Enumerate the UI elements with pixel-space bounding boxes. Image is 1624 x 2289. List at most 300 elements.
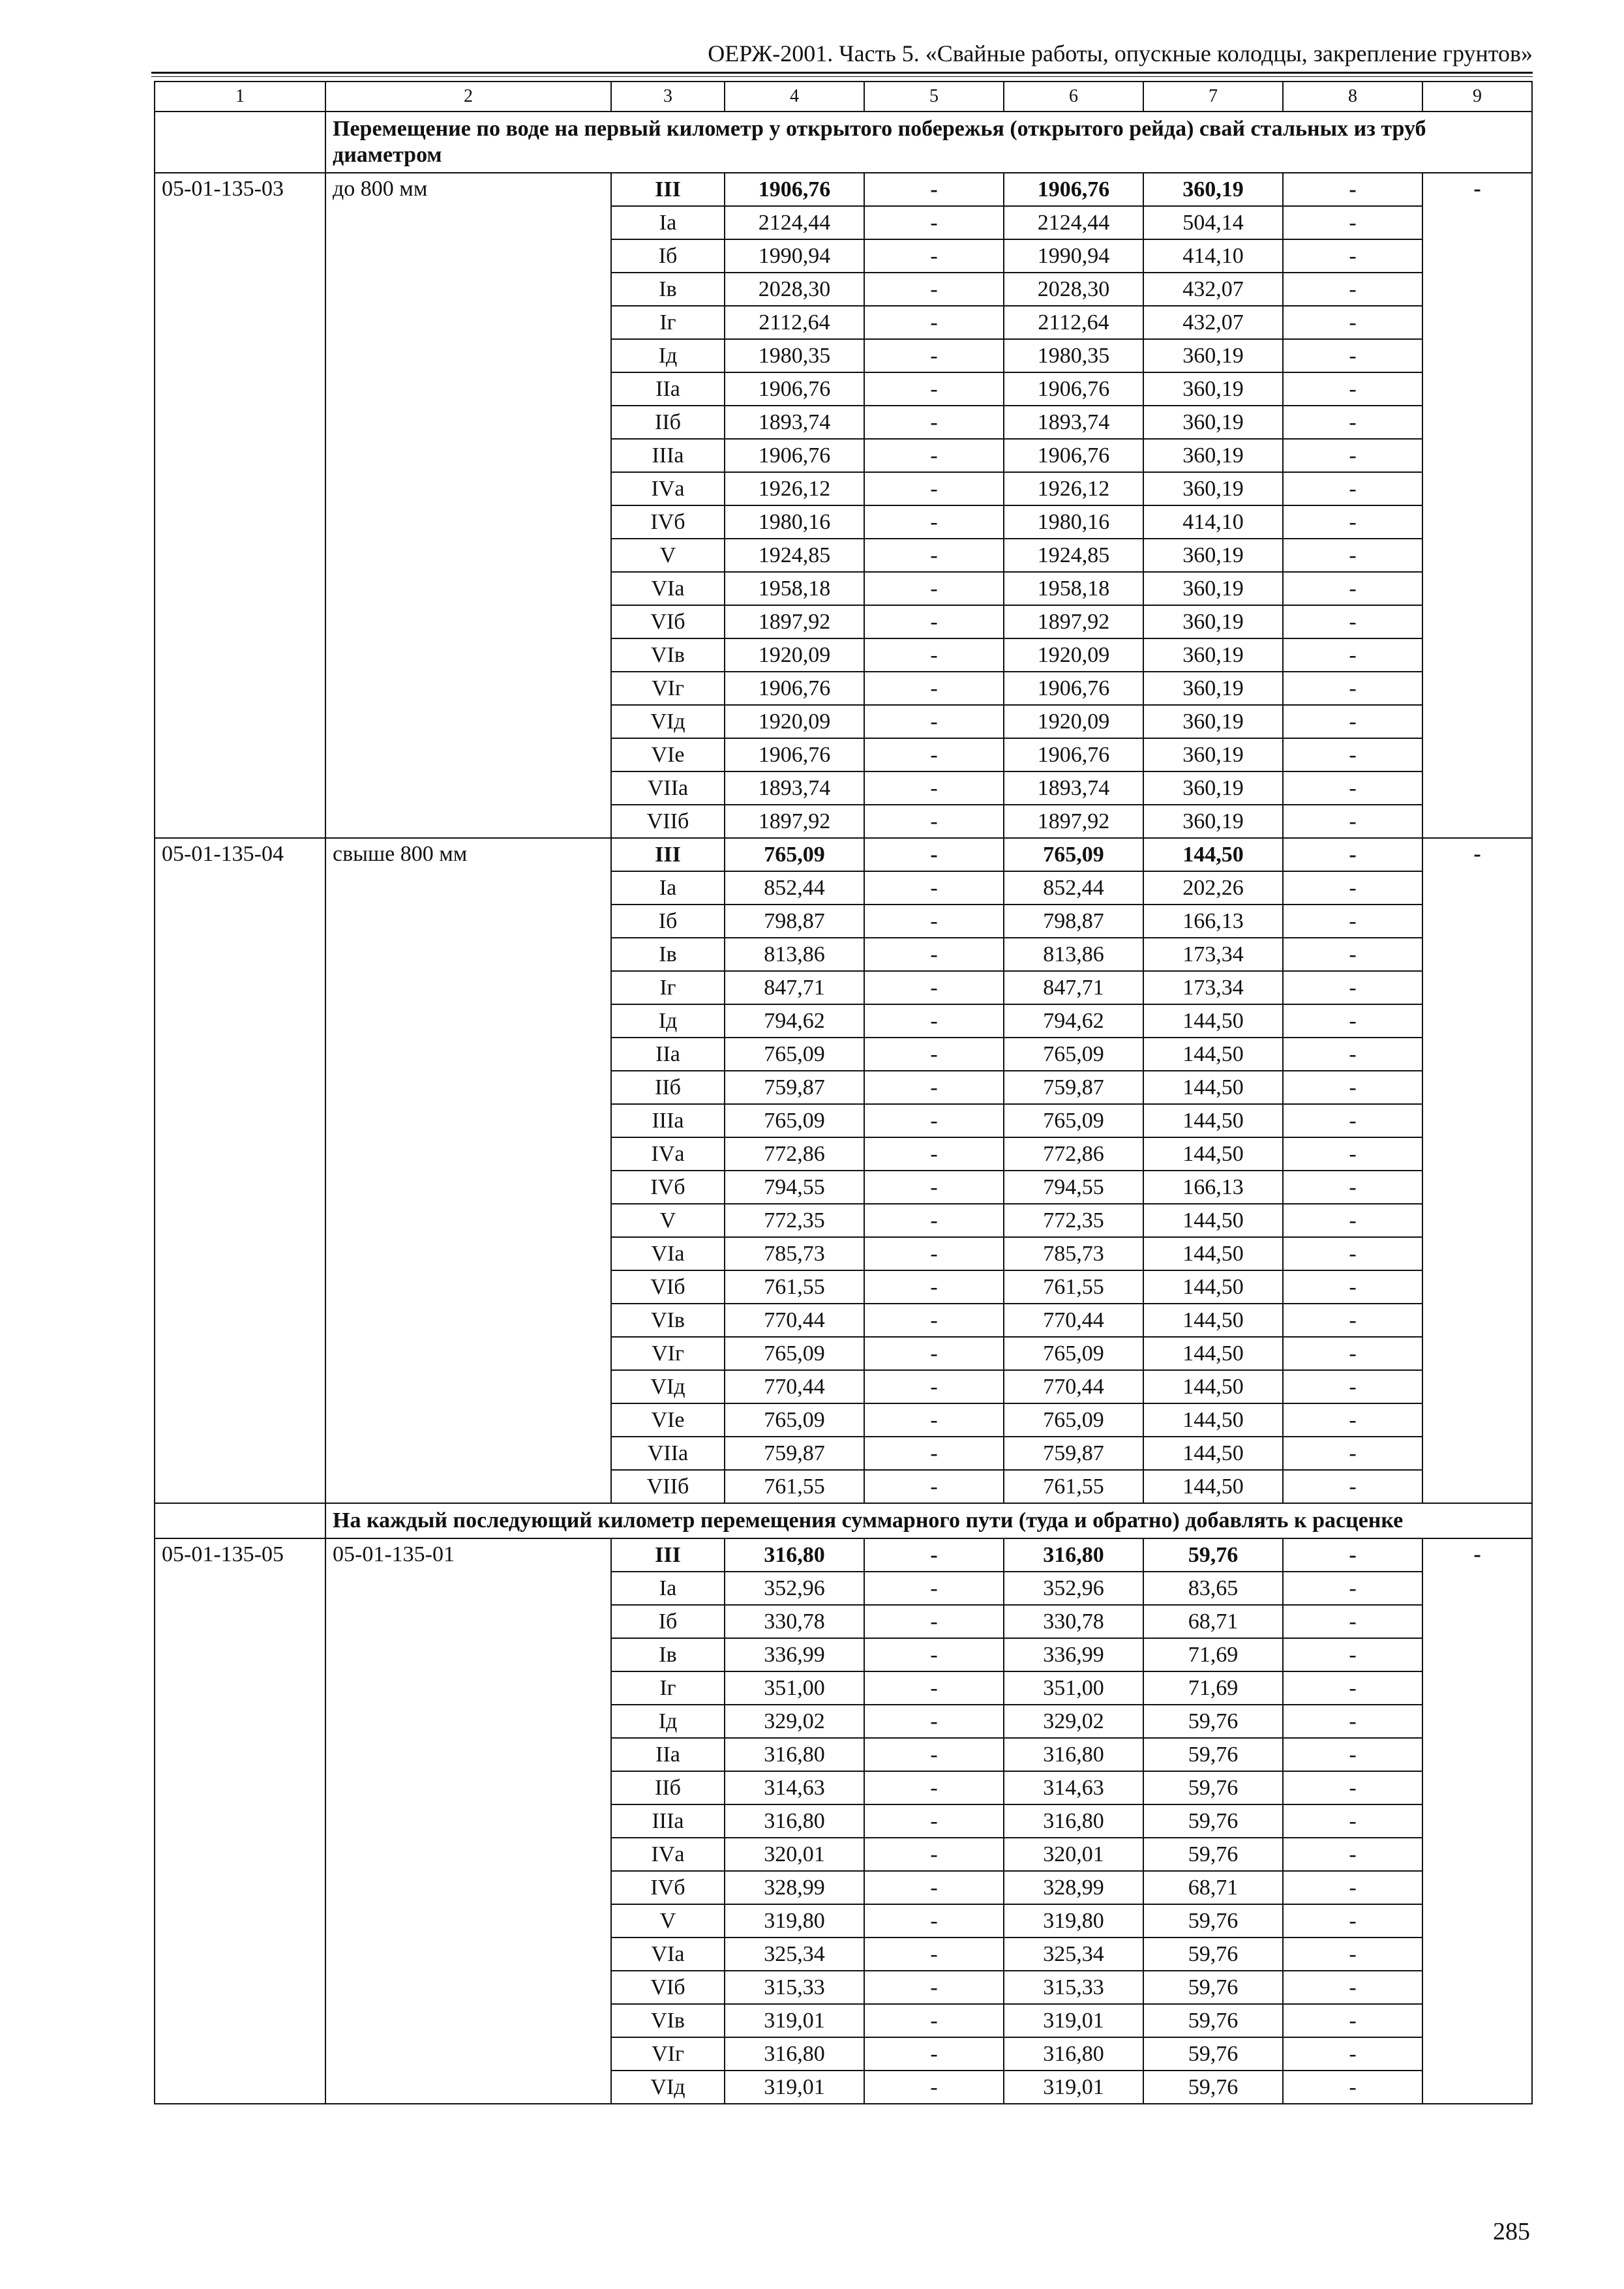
materials: - [1283, 406, 1422, 439]
wages: - [864, 1038, 1004, 1071]
total-cost: 770,44 [725, 1370, 864, 1403]
total-cost: 319,01 [725, 2004, 864, 2037]
materials: - [1283, 1738, 1422, 1771]
total-cost: 315,33 [725, 1971, 864, 2004]
wages: - [864, 638, 1004, 672]
total-cost: 1906,76 [725, 672, 864, 705]
zone-code: VIе [611, 1403, 725, 1437]
zone-code: IIб [611, 1771, 725, 1804]
materials: - [1283, 472, 1422, 505]
machine-cost: 813,86 [1004, 938, 1143, 971]
zone-code: V [611, 1904, 725, 1937]
wages: - [864, 2071, 1004, 2104]
wages: - [864, 1470, 1004, 1503]
materials: - [1283, 1370, 1422, 1403]
machinist-wages: 173,34 [1143, 971, 1283, 1004]
wages: - [864, 1705, 1004, 1738]
zone-code: V [611, 539, 725, 572]
wages: - [864, 1771, 1004, 1804]
machinist-wages: 144,50 [1143, 1470, 1283, 1503]
zone-code: V [611, 1204, 725, 1237]
materials: - [1283, 339, 1422, 372]
zone-code: IIа [611, 1738, 725, 1771]
wages: - [864, 1572, 1004, 1605]
total-cost: 765,09 [725, 838, 864, 871]
machinist-wages: 144,50 [1143, 1237, 1283, 1270]
total-cost: 316,80 [725, 1738, 864, 1771]
machinist-wages: 144,50 [1143, 1337, 1283, 1370]
machinist-wages: 360,19 [1143, 605, 1283, 638]
machinist-wages: 144,50 [1143, 1204, 1283, 1237]
materials: - [1283, 705, 1422, 738]
wages: - [864, 1270, 1004, 1304]
machine-cost: 330,78 [1004, 1605, 1143, 1638]
column-number: 9 [1422, 82, 1532, 112]
machinist-wages: 59,76 [1143, 1904, 1283, 1937]
wages: - [864, 738, 1004, 771]
machine-cost: 2124,44 [1004, 206, 1143, 239]
zone-code: IVа [611, 472, 725, 505]
wages: - [864, 505, 1004, 539]
page-header: ОЕРЖ-2001. Часть 5. «Свайные работы, опускные колодцы, закрепление грунтов» [708, 40, 1533, 67]
machinist-wages: 68,71 [1143, 1605, 1283, 1638]
machinist-wages: 202,26 [1143, 871, 1283, 905]
zone-code: Iа [611, 871, 725, 905]
zone-code: III [611, 1538, 725, 1572]
machinist-wages: 166,13 [1143, 905, 1283, 938]
rate-name: свыше 800 мм [325, 838, 611, 1503]
total-cost: 314,63 [725, 1771, 864, 1804]
column-number: 3 [611, 82, 725, 112]
column-number: 1 [155, 82, 325, 112]
wages: - [864, 1804, 1004, 1838]
zone-code: IIб [611, 1071, 725, 1104]
wages: - [864, 339, 1004, 372]
machine-cost: 770,44 [1004, 1370, 1143, 1403]
wages: - [864, 472, 1004, 505]
total-cost: 761,55 [725, 1270, 864, 1304]
machinist-wages: 360,19 [1143, 372, 1283, 406]
materials: - [1283, 306, 1422, 339]
machine-cost: 1924,85 [1004, 539, 1143, 572]
machine-cost: 328,99 [1004, 1871, 1143, 1904]
total-cost: 330,78 [725, 1605, 864, 1638]
wages: - [864, 1237, 1004, 1270]
machine-cost: 352,96 [1004, 1572, 1143, 1605]
machinist-wages: 360,19 [1143, 539, 1283, 572]
total-cost: 1893,74 [725, 406, 864, 439]
machine-cost: 1920,09 [1004, 705, 1143, 738]
machine-cost: 765,09 [1004, 1337, 1143, 1370]
zone-code: IIIа [611, 439, 725, 472]
wages: - [864, 1871, 1004, 1904]
total-cost: 1906,76 [725, 439, 864, 472]
zone-code: IIа [611, 372, 725, 406]
machinist-wages: 83,65 [1143, 1572, 1283, 1605]
labor-cost: - [1422, 1538, 1532, 2104]
total-cost: 316,80 [725, 2037, 864, 2071]
machinist-wages: 144,50 [1143, 1038, 1283, 1071]
materials: - [1283, 738, 1422, 771]
machine-cost: 772,86 [1004, 1137, 1143, 1171]
materials: - [1283, 1038, 1422, 1071]
zone-code: VIг [611, 2037, 725, 2071]
machine-cost: 794,62 [1004, 1004, 1143, 1038]
zone-code: Iб [611, 1605, 725, 1638]
column-number: 5 [864, 82, 1004, 112]
machinist-wages: 360,19 [1143, 805, 1283, 838]
total-cost: 765,09 [725, 1104, 864, 1137]
total-cost: 1980,35 [725, 339, 864, 372]
column-number: 7 [1143, 82, 1283, 112]
total-cost: 320,01 [725, 1838, 864, 1871]
zone-code: III [611, 173, 725, 206]
zone-code: Iа [611, 1572, 725, 1605]
machinist-wages: 59,76 [1143, 1804, 1283, 1838]
wages: - [864, 1403, 1004, 1437]
machinist-wages: 360,19 [1143, 738, 1283, 771]
machine-cost: 1980,35 [1004, 339, 1143, 372]
wages: - [864, 1838, 1004, 1871]
total-cost: 1897,92 [725, 805, 864, 838]
total-cost: 316,80 [725, 1538, 864, 1572]
wages: - [864, 1104, 1004, 1137]
wages: - [864, 1171, 1004, 1204]
wages: - [864, 605, 1004, 638]
materials: - [1283, 1137, 1422, 1171]
machinist-wages: 144,50 [1143, 1370, 1283, 1403]
machinist-wages: 71,69 [1143, 1638, 1283, 1671]
wages: - [864, 838, 1004, 871]
machinist-wages: 144,50 [1143, 1403, 1283, 1437]
wages: - [864, 239, 1004, 273]
total-cost: 1926,12 [725, 472, 864, 505]
zone-code: IVб [611, 1871, 725, 1904]
machine-cost: 325,34 [1004, 1937, 1143, 1971]
machine-cost: 1926,12 [1004, 472, 1143, 505]
machine-cost: 798,87 [1004, 905, 1143, 938]
materials: - [1283, 1904, 1422, 1937]
wages: - [864, 1337, 1004, 1370]
zone-code: Iб [611, 905, 725, 938]
total-cost: 1958,18 [725, 572, 864, 605]
machine-cost: 319,01 [1004, 2004, 1143, 2037]
machinist-wages: 173,34 [1143, 938, 1283, 971]
zone-code: VIв [611, 2004, 725, 2037]
zone-code: Iг [611, 971, 725, 1004]
machinist-wages: 71,69 [1143, 1671, 1283, 1705]
rates-table [154, 81, 1533, 2104]
machinist-wages: 360,19 [1143, 439, 1283, 472]
materials: - [1283, 239, 1422, 273]
machinist-wages: 432,07 [1143, 306, 1283, 339]
wages: - [864, 938, 1004, 971]
total-cost: 2028,30 [725, 273, 864, 306]
wages: - [864, 273, 1004, 306]
materials: - [1283, 505, 1422, 539]
column-number-row [155, 82, 1532, 112]
wages: - [864, 2004, 1004, 2037]
machinist-wages: 59,76 [1143, 1538, 1283, 1572]
wages: - [864, 1605, 1004, 1638]
materials: - [1283, 1671, 1422, 1705]
table-body [155, 82, 1532, 2104]
total-cost: 765,09 [725, 1038, 864, 1071]
total-cost: 329,02 [725, 1705, 864, 1738]
machinist-wages: 59,76 [1143, 1771, 1283, 1804]
machine-cost: 2112,64 [1004, 306, 1143, 339]
machine-cost: 1906,76 [1004, 672, 1143, 705]
machinist-wages: 166,13 [1143, 1171, 1283, 1204]
rate-name: до 800 мм [325, 173, 611, 838]
wages: - [864, 971, 1004, 1004]
materials: - [1283, 2037, 1422, 2071]
wages: - [864, 1304, 1004, 1337]
section-heading-row [155, 1503, 1532, 1538]
labor-cost: - [1422, 173, 1532, 838]
wages: - [864, 372, 1004, 406]
labor-cost: - [1422, 838, 1532, 1503]
machinist-wages: 360,19 [1143, 406, 1283, 439]
materials: - [1283, 805, 1422, 838]
machine-cost: 319,80 [1004, 1904, 1143, 1937]
wages: - [864, 672, 1004, 705]
total-cost: 1906,76 [725, 173, 864, 206]
zone-code: VIв [611, 1304, 725, 1337]
zone-code: Iг [611, 306, 725, 339]
zone-code: IVб [611, 505, 725, 539]
machinist-wages: 504,14 [1143, 206, 1283, 239]
wages: - [864, 1937, 1004, 1971]
materials: - [1283, 1804, 1422, 1838]
total-cost: 1920,09 [725, 638, 864, 672]
zone-code: IIа [611, 1038, 725, 1071]
total-cost: 336,99 [725, 1638, 864, 1671]
zone-code: VIIб [611, 1470, 725, 1503]
machine-cost: 320,01 [1004, 1838, 1143, 1871]
zone-code: III [611, 838, 725, 871]
materials: - [1283, 971, 1422, 1004]
zone-code: VIIб [611, 805, 725, 838]
wages: - [864, 572, 1004, 605]
total-cost: 794,62 [725, 1004, 864, 1038]
materials: - [1283, 1437, 1422, 1470]
machine-cost: 1893,74 [1004, 771, 1143, 805]
zone-code: Iб [611, 239, 725, 273]
materials: - [1283, 1838, 1422, 1871]
total-cost: 770,44 [725, 1304, 864, 1337]
materials: - [1283, 572, 1422, 605]
zone-code: VIд [611, 1370, 725, 1403]
machinist-wages: 360,19 [1143, 705, 1283, 738]
zone-code: Iд [611, 339, 725, 372]
zone-code: VIб [611, 1270, 725, 1304]
rate-code: 05-01-135-04 [155, 838, 325, 1503]
machine-cost: 316,80 [1004, 1538, 1143, 1572]
total-cost: 765,09 [725, 1403, 864, 1437]
zone-code: Iв [611, 1638, 725, 1671]
materials: - [1283, 905, 1422, 938]
machine-cost: 329,02 [1004, 1705, 1143, 1738]
zone-code: VIа [611, 1237, 725, 1270]
wages: - [864, 1370, 1004, 1403]
materials: - [1283, 1071, 1422, 1104]
machinist-wages: 360,19 [1143, 672, 1283, 705]
wages: - [864, 173, 1004, 206]
machine-cost: 785,73 [1004, 1237, 1143, 1270]
machine-cost: 1906,76 [1004, 173, 1143, 206]
materials: - [1283, 1403, 1422, 1437]
total-cost: 785,73 [725, 1237, 864, 1270]
machinist-wages: 59,76 [1143, 1705, 1283, 1738]
wages: - [864, 1437, 1004, 1470]
wages: - [864, 1904, 1004, 1937]
materials: - [1283, 2071, 1422, 2104]
zone-code: VIа [611, 572, 725, 605]
machine-cost: 316,80 [1004, 1738, 1143, 1771]
zone-code: VIг [611, 1337, 725, 1370]
materials: - [1283, 273, 1422, 306]
machinist-wages: 144,50 [1143, 1071, 1283, 1104]
total-cost: 813,86 [725, 938, 864, 971]
zone-code: IVа [611, 1137, 725, 1171]
machinist-wages: 59,76 [1143, 1838, 1283, 1871]
machine-cost: 315,33 [1004, 1971, 1143, 2004]
total-cost: 328,99 [725, 1871, 864, 1904]
materials: - [1283, 1237, 1422, 1270]
zone-code: VIIа [611, 771, 725, 805]
rate-name: 05-01-135-01 [325, 1538, 611, 2104]
materials: - [1283, 771, 1422, 805]
total-cost: 319,80 [725, 1904, 864, 1937]
machinist-wages: 144,50 [1143, 1004, 1283, 1038]
zone-code: VIв [611, 638, 725, 672]
total-cost: 316,80 [725, 1804, 864, 1838]
machinist-wages: 59,76 [1143, 1937, 1283, 1971]
machine-cost: 759,87 [1004, 1437, 1143, 1470]
materials: - [1283, 1470, 1422, 1503]
materials: - [1283, 539, 1422, 572]
materials: - [1283, 1304, 1422, 1337]
zone-code: VIб [611, 1971, 725, 2004]
total-cost: 772,35 [725, 1204, 864, 1237]
wages: - [864, 905, 1004, 938]
wages: - [864, 1071, 1004, 1104]
total-cost: 761,55 [725, 1470, 864, 1503]
machinist-wages: 59,76 [1143, 1971, 1283, 2004]
zone-code: IIIа [611, 1804, 725, 1838]
wages: - [864, 306, 1004, 339]
zone-code: VIа [611, 1937, 725, 1971]
materials: - [1283, 1270, 1422, 1304]
machinist-wages: 68,71 [1143, 1871, 1283, 1904]
machinist-wages: 432,07 [1143, 273, 1283, 306]
materials: - [1283, 838, 1422, 871]
section-blank-cell [155, 1503, 325, 1538]
machine-cost: 765,09 [1004, 838, 1143, 871]
total-cost: 1893,74 [725, 771, 864, 805]
materials: - [1283, 1871, 1422, 1904]
total-cost: 1990,94 [725, 239, 864, 273]
machinist-wages: 59,76 [1143, 2004, 1283, 2037]
materials: - [1283, 1104, 1422, 1137]
machine-cost: 319,01 [1004, 2071, 1143, 2104]
machine-cost: 316,80 [1004, 1804, 1143, 1838]
materials: - [1283, 1605, 1422, 1638]
total-cost: 759,87 [725, 1437, 864, 1470]
materials: - [1283, 1572, 1422, 1605]
machinist-wages: 360,19 [1143, 472, 1283, 505]
total-cost: 1897,92 [725, 605, 864, 638]
machine-cost: 351,00 [1004, 1671, 1143, 1705]
materials: - [1283, 672, 1422, 705]
materials: - [1283, 1971, 1422, 2004]
table-row [155, 1538, 1532, 1572]
wages: - [864, 805, 1004, 838]
total-cost: 1906,76 [725, 738, 864, 771]
total-cost: 1980,16 [725, 505, 864, 539]
column-number: 6 [1004, 82, 1143, 112]
zone-code: VIд [611, 705, 725, 738]
section-heading: На каждый последующий километр перемещения суммарного пути (туда и обратно) добавлять к расценке [325, 1503, 1532, 1538]
machinist-wages: 144,50 [1143, 1437, 1283, 1470]
section-heading: Перемещение по воде на первый километр у открытого побережья (открытого рейда) свай стальных из труб диаметром [325, 112, 1532, 173]
zone-code: Iд [611, 1004, 725, 1038]
column-number: 4 [725, 82, 864, 112]
total-cost: 798,87 [725, 905, 864, 938]
wages: - [864, 539, 1004, 572]
zone-code: IVа [611, 1838, 725, 1871]
wages: - [864, 1137, 1004, 1171]
machine-cost: 759,87 [1004, 1071, 1143, 1104]
machine-cost: 1920,09 [1004, 638, 1143, 672]
materials: - [1283, 938, 1422, 971]
zone-code: Iг [611, 1671, 725, 1705]
machinist-wages: 144,50 [1143, 1304, 1283, 1337]
machinist-wages: 414,10 [1143, 239, 1283, 273]
zone-code: VIд [611, 2071, 725, 2104]
total-cost: 1906,76 [725, 372, 864, 406]
machine-cost: 314,63 [1004, 1771, 1143, 1804]
table-row [155, 173, 1532, 206]
machine-cost: 847,71 [1004, 971, 1143, 1004]
zone-code: VIе [611, 738, 725, 771]
wages: - [864, 406, 1004, 439]
zone-code: Iв [611, 938, 725, 971]
machine-cost: 852,44 [1004, 871, 1143, 905]
total-cost: 794,55 [725, 1171, 864, 1204]
materials: - [1283, 871, 1422, 905]
machinist-wages: 360,19 [1143, 572, 1283, 605]
wages: - [864, 1638, 1004, 1671]
total-cost: 847,71 [725, 971, 864, 1004]
materials: - [1283, 439, 1422, 472]
zone-code: VIб [611, 605, 725, 638]
zone-code: Iа [611, 206, 725, 239]
wages: - [864, 1738, 1004, 1771]
machine-cost: 1980,16 [1004, 505, 1143, 539]
wages: - [864, 2037, 1004, 2071]
machinist-wages: 144,50 [1143, 1270, 1283, 1304]
machinist-wages: 414,10 [1143, 505, 1283, 539]
machinist-wages: 59,76 [1143, 2071, 1283, 2104]
zone-code: VIIа [611, 1437, 725, 1470]
materials: - [1283, 1705, 1422, 1738]
materials: - [1283, 1171, 1422, 1204]
machine-cost: 1897,92 [1004, 805, 1143, 838]
wages: - [864, 771, 1004, 805]
section-blank-cell [155, 112, 325, 173]
